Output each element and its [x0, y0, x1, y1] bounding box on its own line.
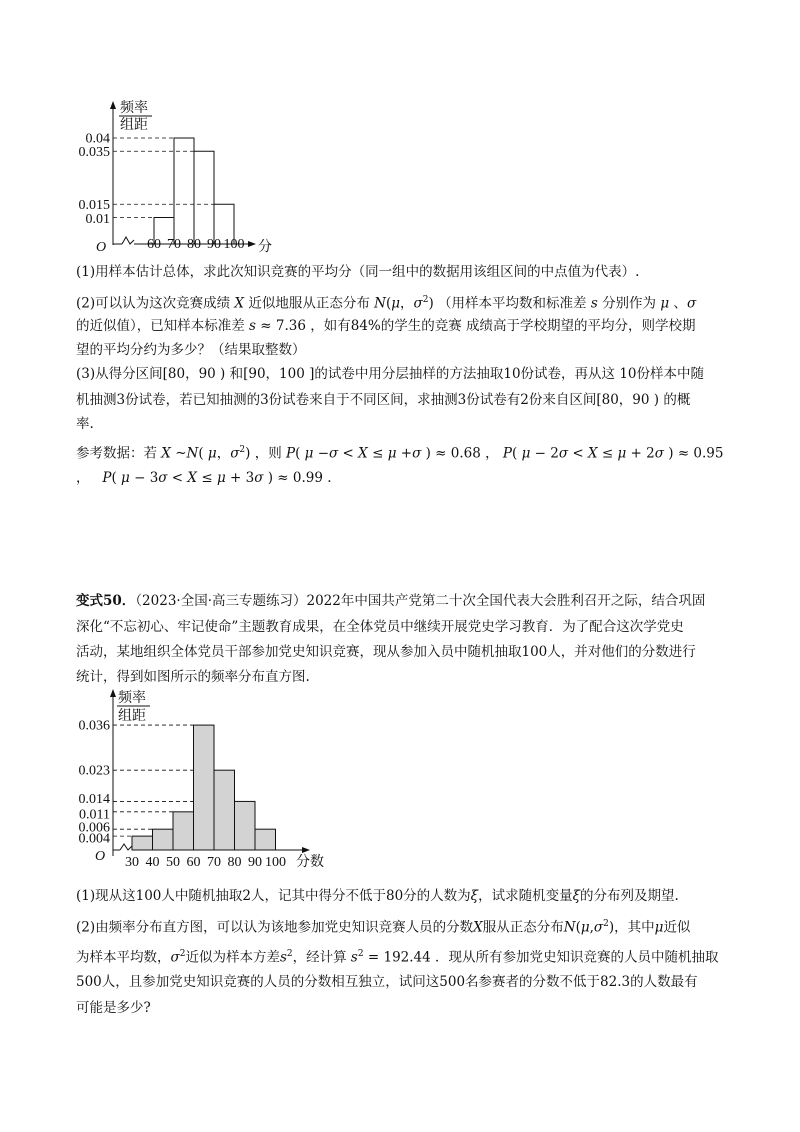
- x-unit-label: 分数: [296, 855, 324, 870]
- y-label-bottom: 组距: [118, 709, 146, 724]
- x-tick-label: 80: [187, 237, 201, 252]
- y-tick-label: 0.006: [78, 820, 110, 836]
- bars: [132, 725, 276, 850]
- p1-question-2-line1: (2)可以认为这次竞赛成绩 X 近似地服从正态分布 N(μ，$\sigma^2$) （用样本平均数和标准差 s 分别作为 μ 、σ: [76, 295, 697, 312]
- p1-question-3-line2: 机抽测3份试卷，若已知抽测的3份试卷来自于不同区间，求抽测3份试卷有2份来自区间[80，90 ) 的概: [76, 392, 691, 408]
- x-axis-arrow: [248, 241, 256, 247]
- x-tick-label: 30: [125, 855, 139, 870]
- x-unit-label: 分: [258, 240, 272, 255]
- bar-[70,80): [214, 770, 235, 850]
- y-label-top: 频率: [118, 691, 146, 706]
- x-tick-label: 50: [166, 855, 180, 870]
- y-tick-label: 0.014: [78, 791, 110, 807]
- p2-intro-line4: 统计，得到如图所示的频率分布直方图.: [76, 669, 310, 685]
- y-tick-label: 0.023: [78, 763, 110, 779]
- x-tick-label: 80: [227, 855, 242, 870]
- p1-reference-line2: ， P( μ − 3σ < X ≤ μ + 3σ ) ≈ 0.99 .: [76, 470, 332, 486]
- x-tick-label: 70: [207, 855, 221, 870]
- y-tick-label: 0.04: [85, 131, 110, 147]
- histogram-2: [64, 686, 354, 872]
- p1-question-3-line1: (3)从得分区间[80，90 ) 和[90，100 ]的试卷中用分层抽样的方法抽取10份试卷，再从这 10份样本中随: [76, 366, 705, 382]
- p2-question-2-line3: 500人，且参加党史知识竞赛的人员的分数相互独立，试问这500名参赛者的分数不低于82.3的人数最有: [76, 974, 698, 990]
- p1-question-2-line3: 望的平均分约为多少？（结果取整数）: [76, 342, 306, 358]
- p2-question-2-line4: 可能是多少?: [76, 1000, 151, 1016]
- y-label-top: 频率: [120, 101, 148, 116]
- y-tick-label: 0.004: [78, 831, 110, 847]
- bar-[30,40): [132, 836, 153, 850]
- x-tick-label: 70: [167, 237, 181, 252]
- p2-label: 变式50．: [76, 593, 136, 609]
- p2-question-2-line2: 为样本平均数，$\sigma^2$近似为样本方差$s^2$，经计算 $s^2 = 192.44$ ．现从所有参加党史知识竞赛的人员中随机抽取: [76, 949, 719, 966]
- x-tick-label: 60: [186, 855, 201, 870]
- y-tick-label: 0.01: [85, 212, 110, 227]
- x-tick-label: 100: [223, 237, 245, 252]
- p2-intro-line1: 变式50．（2023·全国·高三专题练习）2022年中国共产党第二十次全国代表大会胜利召开之际，结合巩固: [76, 593, 706, 609]
- y-tick-labels: [79, 719, 111, 847]
- bar-[80,90): [194, 151, 214, 244]
- x-tick-label: 100: [265, 855, 286, 870]
- bar-[90,100]: [255, 829, 276, 850]
- p1-reference-line1: 参考数据：若 X ~N( μ，$\sigma^2$) ，则 P( μ −σ < X ≤ μ +σ ) ≈ 0.68 ， P( μ − 2σ < X ≤ μ + 2σ ) ≈ 0.95: [76, 445, 724, 462]
- x-tick-labels: [125, 855, 286, 870]
- y-tick-label: 0.015: [78, 197, 110, 213]
- x-tick-label: 90: [207, 237, 221, 252]
- bar-[40,50): [153, 829, 174, 850]
- p2-question-2-line1: (2)由频率分布直方图，可以认为该地参加党史知识竞赛人员的分数X服从正态分布$N(\mu,\sigma^2)$，其中μ近似: [76, 919, 691, 936]
- x-tick-label: 90: [248, 855, 262, 870]
- y-axis-arrow: [110, 101, 116, 109]
- y-label-bottom: 组距: [120, 118, 148, 133]
- x-tick-label: 40: [145, 855, 160, 870]
- y-axis-arrow: [110, 689, 116, 697]
- bar-[50,60): [173, 812, 194, 850]
- y-tick-label: 0.035: [78, 144, 110, 160]
- bar-[70,80): [174, 138, 194, 244]
- reference-lines: [113, 138, 214, 218]
- origin-label: O: [95, 849, 106, 864]
- bar-[80,90): [235, 801, 256, 850]
- p1-question-3-line3: 率.: [76, 416, 94, 432]
- p1-question-2-line2: 的近似值），已知样本标准差 s ≈ 7.36 ，如有84%的学生的竞赛 成绩高于学校期望的平均分，则学校期: [76, 318, 696, 334]
- origin-label: O: [96, 240, 107, 255]
- x-axis-arrow: [302, 847, 310, 853]
- bar-[60,70): [194, 725, 215, 850]
- y-tick-labels: [79, 132, 111, 228]
- axis-break: [120, 844, 132, 850]
- axis-break: [122, 237, 134, 244]
- y-tick-label: 0.036: [78, 718, 110, 734]
- histogram-1: [60, 95, 290, 255]
- y-tick-label: 0.011: [79, 807, 110, 823]
- p2-question-1: (1)现从这100人中随机抽取2人，记其中得分不低于80分的人数为ξ，试求随机变量ξ的分布列及期望.: [76, 888, 679, 904]
- p2-intro-line3: 活动，某地组织全体党员干部参加党史知识竞赛，现从参加入员中随机抽取100人，并对他们的分数进行: [76, 644, 696, 660]
- bars: [154, 138, 234, 244]
- p2-intro-line2: 深化“不忘初心、牢记使命”主题教育成果，在全体党员中继续开展党史学习教育．为了配合这次学党史: [76, 619, 684, 635]
- p1-question-1: (1)用样本估计总体，求此次知识竞赛的平均分（同一组中的数据用该组区间的中点值为代表）.: [76, 264, 640, 280]
- x-tick-label: 60: [147, 237, 161, 252]
